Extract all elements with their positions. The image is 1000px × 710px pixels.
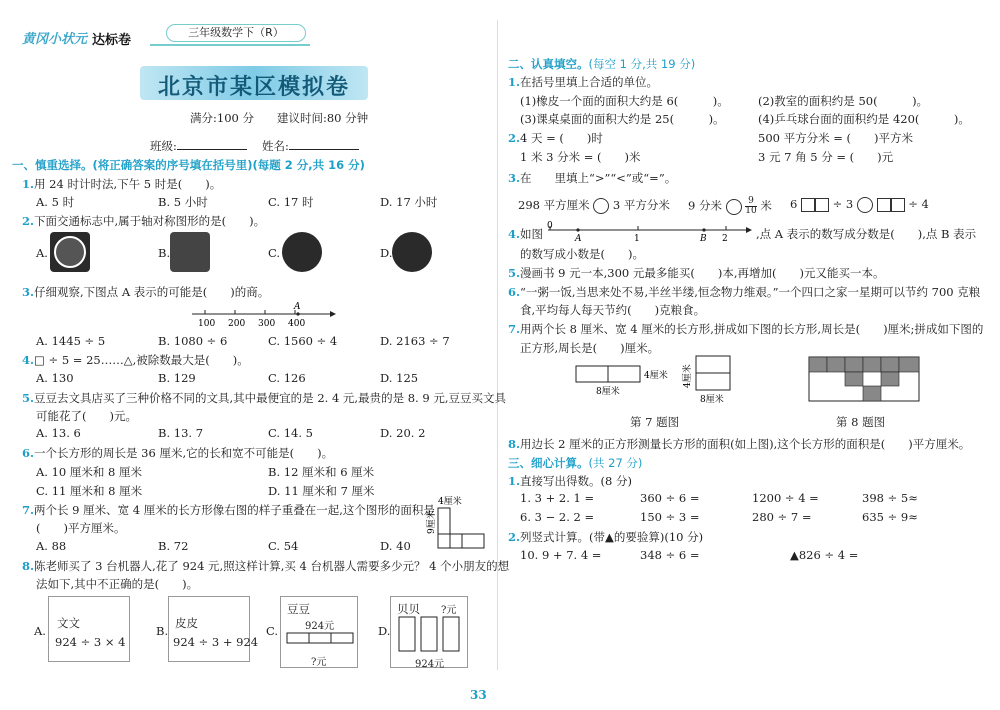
name-field xyxy=(262,138,359,154)
q1-opt-c[interactable]: C. 17 时 xyxy=(268,195,314,209)
turn-sign-icon xyxy=(282,232,322,272)
r2-item-4[interactable]: 3 元 7 角 5 分 = ( )元 xyxy=(758,150,894,164)
q6-opt-d[interactable]: D. 11 厘米和 7 厘米 xyxy=(268,484,375,498)
calc-1-1[interactable]: 1. 3 + 2. 1 = xyxy=(520,491,595,505)
calc-2-4[interactable]: 635 ÷ 9≈ xyxy=(862,510,918,524)
q5-stem: 5.豆豆去文具店买了三种价格不同的文具,其中最便宜的是 2. 4 元,最贵的是 8. 9 元,豆豆买文具 xyxy=(22,391,506,405)
calc-1-3[interactable]: 1200 ÷ 4 = xyxy=(752,491,819,505)
r1-item-1[interactable]: (1)橡皮一个面的面积大约是 6( )。 xyxy=(520,94,729,108)
nl-two: 2 xyxy=(722,234,728,242)
q7-square-figure xyxy=(680,352,750,408)
q4-opt-b[interactable]: B. 129 xyxy=(158,371,196,385)
nl-zero: 0 xyxy=(547,221,553,231)
r5-stem: 5.漫画书 9 元一本,300 元最多能买( )本,再增加( )元又能买一本。 xyxy=(508,266,885,280)
q4-opt-c[interactable]: C. 126 xyxy=(268,371,306,385)
name-label: 姓名: xyxy=(262,139,289,153)
q8-stem: 8.陈老师买了 3 台机器人,花了 924 元,照这样计算,买 4 台机器人需要多少元？ 4 个小朋友的想 xyxy=(22,559,510,573)
f2-width: 8厘米 xyxy=(700,395,724,405)
recycle-sign-icon xyxy=(50,232,90,272)
r1-item-2[interactable]: (2)教室的面积约是 50( )。 xyxy=(758,94,929,108)
r6-stem-2: 食,平均每人每天节约( )克粮食。 xyxy=(520,303,706,317)
q6-opt-a[interactable]: A. 10 厘米和 8 厘米 xyxy=(36,465,143,479)
calc-2-1[interactable]: 6. 3 − 2. 2 = xyxy=(520,510,595,524)
point-a-label: A xyxy=(294,302,301,312)
q1-opt-a[interactable]: A. 5 时 xyxy=(36,195,75,209)
q8-opt-b[interactable]: B. xyxy=(156,624,169,638)
r1-stem: 1.在括号里填上合适的单位。 xyxy=(508,75,659,89)
score-info: 满分:100 分 建议时间:80 分钟 xyxy=(190,111,369,125)
vertical-calc-1[interactable]: 10. 9 + 7. 4 = xyxy=(520,548,602,562)
r3-expr-3[interactable]: 6 ÷ 3 ÷ 4 xyxy=(790,197,929,211)
r2-item-1[interactable]: 2.4 天 = ( )时 xyxy=(508,131,603,145)
left-turn-sign-icon xyxy=(392,232,432,272)
calc-1-4[interactable]: 398 ÷ 5≈ xyxy=(862,491,918,505)
q2-opt-a[interactable]: A. xyxy=(36,246,48,260)
f2-height: 4厘米 xyxy=(683,364,693,388)
q8-stem-2: 法如下,其中不正确的是( )。 xyxy=(36,577,199,591)
tick-100: 100 xyxy=(198,319,216,329)
doudou-v1: 924元 xyxy=(305,621,335,632)
r1-item-4[interactable]: (4)乒乓球台面的面积约是 420( )。 xyxy=(758,112,970,126)
pedestrian-sign-icon xyxy=(170,232,210,272)
wenwen-expr: 924 ÷ 3 × 4 xyxy=(55,635,126,649)
q4-stem: 4.□ ÷ 5 = 25……△,被除数最大是( )。 xyxy=(22,353,249,367)
q1-stem: 1.用 24 时计时法,下午 5 时是( )。 xyxy=(22,177,222,191)
pipi-name: 皮皮 xyxy=(175,616,198,630)
r4-stem: 4.如图 xyxy=(508,227,544,241)
r6-stem: 6.“一粥一饭,当思来处不易,半丝半缕,恒念物力维艰。”一个四口之家一星期可以节约 700 克粮 xyxy=(508,285,981,299)
r7-stem-2: 正方形,周长是( )厘米。 xyxy=(520,341,660,355)
q7-stem-2: ( )平方厘米。 xyxy=(36,521,126,535)
q3-opt-b[interactable]: B. 1080 ÷ 6 xyxy=(158,334,228,348)
f1-height: 4厘米 xyxy=(644,371,668,381)
q2-opt-c[interactable]: C. xyxy=(268,246,281,260)
section-2-heading: 二、认真填空。(每空 1 分,共 19 分) xyxy=(508,57,696,71)
brand-logo: 黄冈小状元 xyxy=(22,32,88,47)
q7-figure xyxy=(424,494,490,554)
r2-item-2[interactable]: 500 平方分米 = ( )平方米 xyxy=(758,131,914,145)
tick-200: 200 xyxy=(228,319,246,329)
beibei-v2: 924元 xyxy=(415,659,445,670)
r4-number-line xyxy=(546,218,756,242)
q2-opt-b[interactable]: B. xyxy=(158,246,171,260)
q5-stem-2: 可能花了( )元。 xyxy=(36,409,137,423)
q7-opt-d[interactable]: D. 40 xyxy=(380,539,411,553)
q3-opt-c[interactable]: C. 1560 ÷ 4 xyxy=(268,334,338,348)
beibei-name: 贝贝 xyxy=(397,602,420,616)
q2-opt-d[interactable]: D. xyxy=(380,246,393,260)
q7-stem: 7.两个长 9 厘米、宽 4 厘米的长方形像右图的样子重叠在一起,这个图形的面积是 xyxy=(22,503,435,517)
c1-stem: 1.直接写出得数。(8 分) xyxy=(508,474,632,488)
r7-stem: 7.用两个长 8 厘米、宽 4 厘米的长方形,拼成如下图的长方形,周长是( )厘米;拼成如下图的 xyxy=(508,322,984,336)
exam-tag: 达标卷 xyxy=(92,33,132,48)
vertical-calc-3[interactable]: ▲826 ÷ 4 = xyxy=(790,548,859,562)
q6-stem: 6.一个长方形的周长是 36 厘米,它的长和宽不可能是( )。 xyxy=(22,446,334,460)
q4-opt-a[interactable]: A. 130 xyxy=(36,371,74,385)
subject-label: 三年级数学下（R） xyxy=(166,24,306,42)
q1-opt-b[interactable]: B. 5 小时 xyxy=(158,195,208,209)
q7-opt-c[interactable]: C. 54 xyxy=(268,539,299,553)
doudou-v2: ?元 xyxy=(311,657,327,668)
page-title: 北京市某区模拟卷 xyxy=(157,75,350,100)
q3-number-line xyxy=(190,300,340,330)
q1-opt-d[interactable]: D. 17 小时 xyxy=(380,195,438,209)
q6-opt-b[interactable]: B. 12 厘米和 6 厘米 xyxy=(268,465,375,479)
section-3-heading: 三、细心计算。(共 27 分) xyxy=(508,456,643,470)
q3-opt-d[interactable]: D. 2163 ÷ 7 xyxy=(380,334,450,348)
tick-300: 300 xyxy=(258,319,276,329)
q5-opt-c[interactable]: C. 14. 5 xyxy=(268,426,313,440)
q6-opt-c[interactable]: C. 11 厘米和 8 厘米 xyxy=(36,484,143,498)
q8-card-doudou xyxy=(280,596,358,668)
calc-1-2[interactable]: 360 ÷ 6 = xyxy=(640,491,700,505)
q5-opt-b[interactable]: B. 13. 7 xyxy=(158,426,204,440)
q4-opt-d[interactable]: D. 125 xyxy=(380,371,419,385)
r1-item-3[interactable]: (3)课桌桌面的面积大约是 25( )。 xyxy=(520,112,725,126)
header-rule xyxy=(150,44,310,46)
r8-stem: 8.用边长 2 厘米的正方形测量长方形的面积(如上图),这个长方形的面积是( )平方厘米。 xyxy=(508,437,971,451)
q8-grid-figure xyxy=(808,356,920,404)
q7-rect-figure xyxy=(570,360,680,400)
wenwen-name: 文文 xyxy=(57,616,80,630)
vertical-calc-2[interactable]: 348 ÷ 6 = xyxy=(640,548,700,562)
calc-2-3[interactable]: 280 ÷ 7 = xyxy=(752,510,812,524)
fig8-caption: 第 8 题图 xyxy=(836,415,886,429)
page-number: 33 xyxy=(470,688,487,702)
q8-opt-c[interactable]: C. xyxy=(266,624,279,638)
doudou-name: 豆豆 xyxy=(287,602,310,616)
q8-card-pipi xyxy=(168,596,259,662)
q8-opt-d[interactable]: D. xyxy=(378,624,391,638)
q8-card-beibei xyxy=(390,596,468,668)
nl-point-b: B xyxy=(700,234,707,242)
q7-width-label: 4厘米 xyxy=(438,497,462,507)
q3-stem: 3.仔细观察,下图点 A 表示的可能是( )的商。 xyxy=(22,285,270,299)
q3-opt-a[interactable]: A. 1445 ÷ 5 xyxy=(36,334,106,348)
section-1-heading: 一、慎重选择。(将正确答案的序号填在括号里)(每题 2 分,共 16 分) xyxy=(12,158,365,172)
r3-expr-1[interactable]: 298 平方厘米 3 平方分米 xyxy=(518,198,670,212)
q5-opt-a[interactable]: A. 13. 6 xyxy=(36,426,81,440)
q7-opt-a[interactable]: A. 88 xyxy=(36,539,67,553)
q7-opt-b[interactable]: B. 72 xyxy=(158,539,189,553)
tick-400: 400 xyxy=(288,319,306,329)
fig7-caption: 第 7 题图 xyxy=(630,415,680,429)
r4-stem-2: 的数写成小数是( )。 xyxy=(520,247,644,261)
class-label: 班级: xyxy=(150,139,177,153)
class-field xyxy=(150,138,247,154)
q8-opt-a[interactable]: A. xyxy=(34,624,46,638)
q5-opt-d[interactable]: D. 20. 2 xyxy=(380,426,426,440)
pipi-expr: 924 ÷ 3 + 924 xyxy=(173,635,259,649)
r3-stem: 3.在 里填上“>”“<”或“=”。 xyxy=(508,171,677,185)
c2-stem: 2.列竖式计算。(带▲的要验算)(10 分) xyxy=(508,530,704,544)
calc-2-2[interactable]: 150 ÷ 3 = xyxy=(640,510,700,524)
nl-one: 1 xyxy=(634,234,640,242)
r3-expr-2[interactable]: 9 分米 $\frac{9}{10}$ 米 xyxy=(688,196,772,216)
q7-height-label: 9厘米 xyxy=(427,510,437,534)
beibei-v1: ?元 xyxy=(441,605,457,616)
f1-width: 8厘米 xyxy=(596,387,620,397)
q2-stem: 2.下面交通标志中,属于轴对称图形的是( )。 xyxy=(22,214,266,228)
r4-stem-b: ,点 A 表示的数写成分数是( ),点 B 表示 xyxy=(756,227,977,241)
q8-card-wenwen xyxy=(48,596,130,662)
nl-point-a: A xyxy=(575,234,582,242)
r2-item-3[interactable]: 1 米 3 分米 = ( )米 xyxy=(520,150,641,164)
